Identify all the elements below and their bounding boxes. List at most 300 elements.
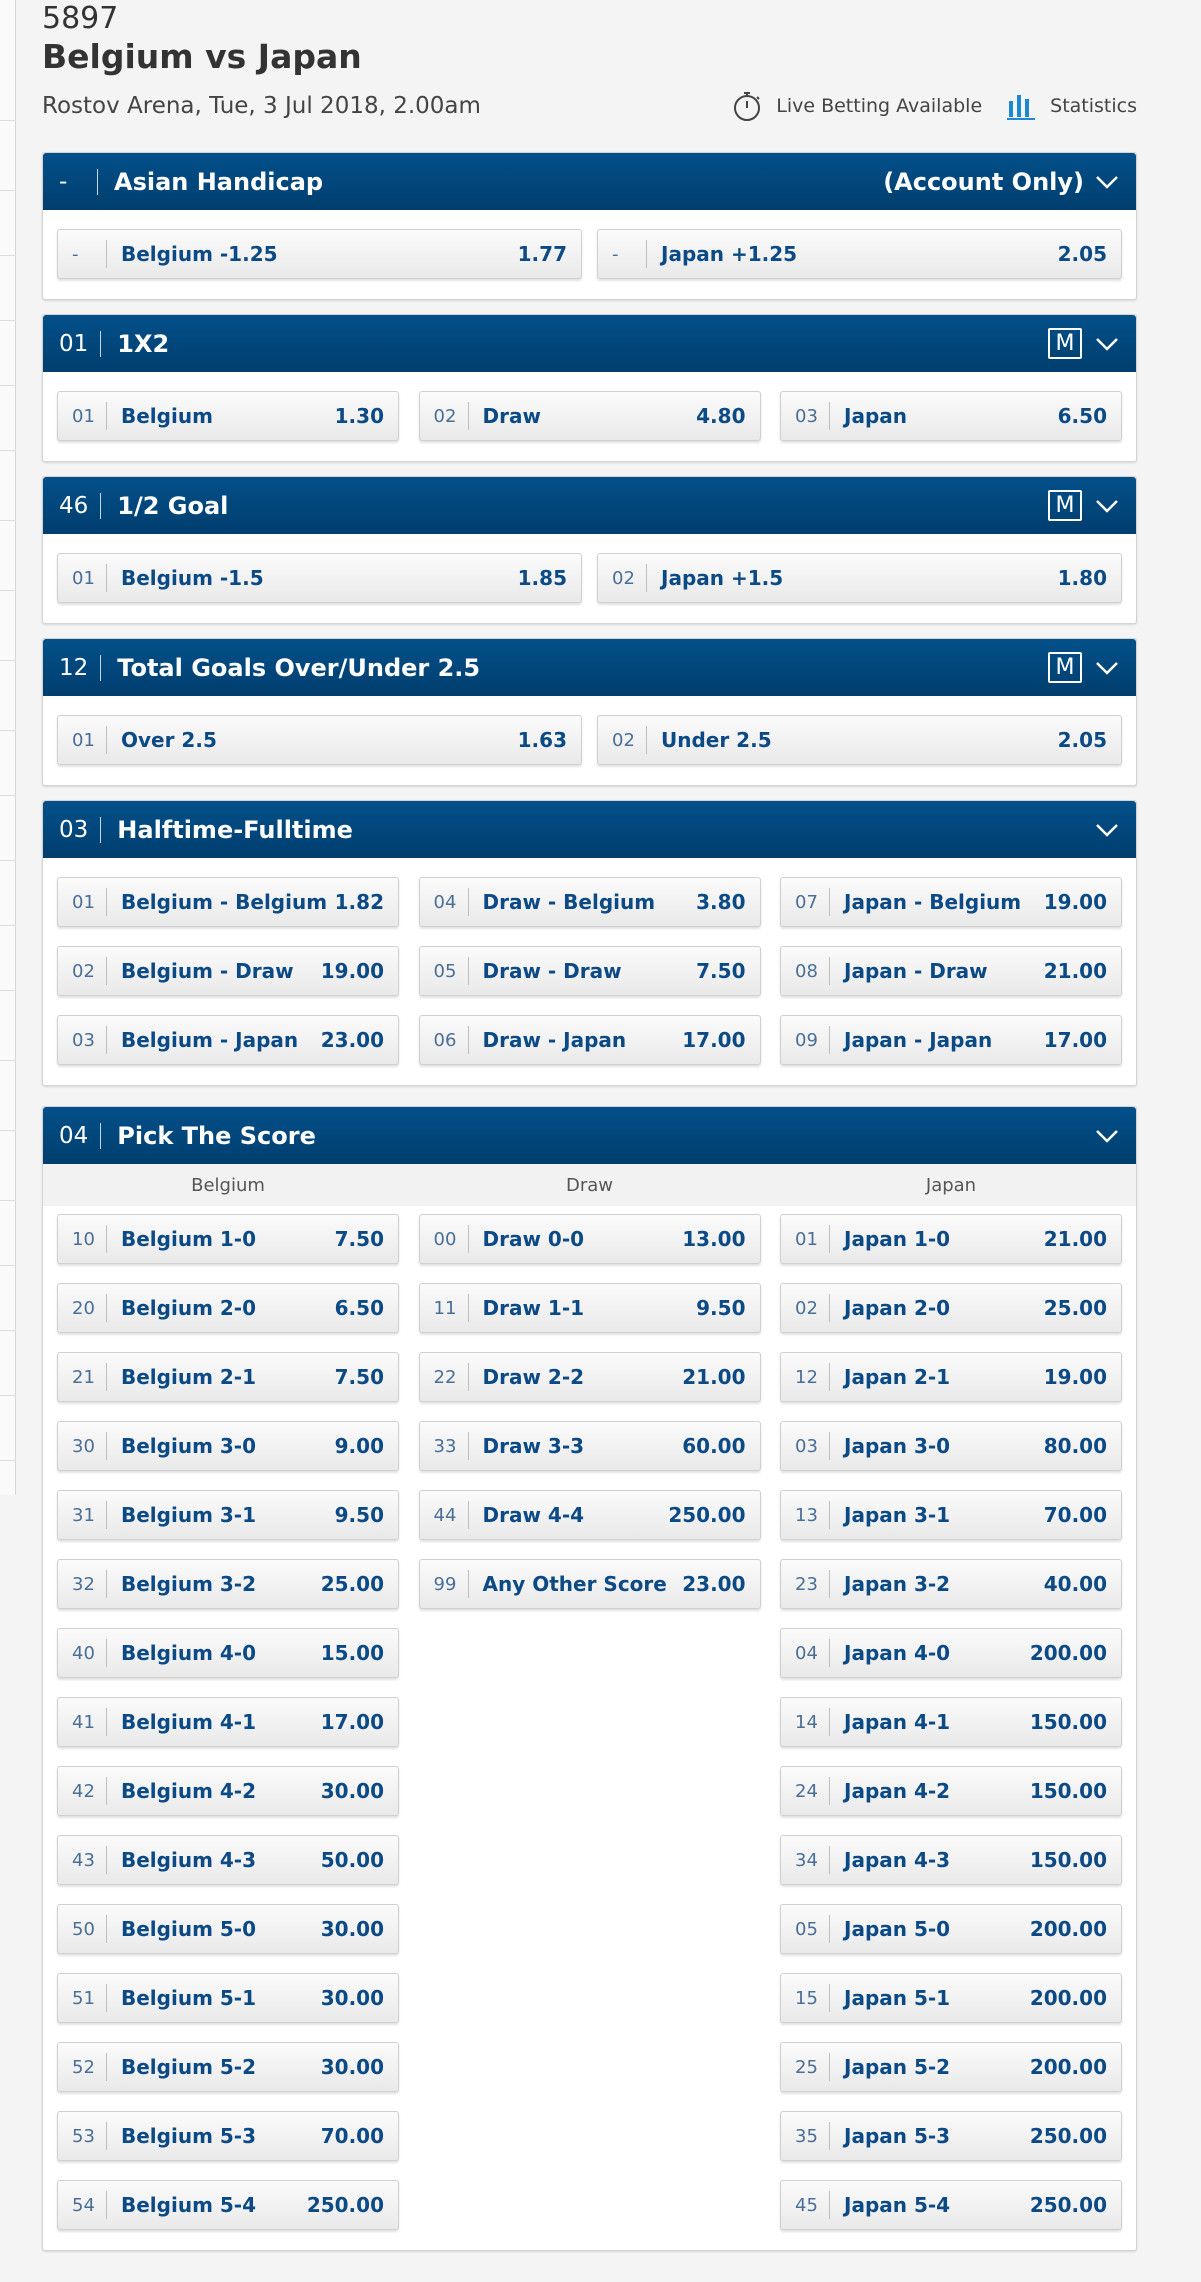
- cell-divider: [106, 402, 107, 430]
- odds-value: 7.50: [696, 959, 746, 983]
- selection-name: Over 2.5: [121, 728, 217, 752]
- odds-button[interactable]: [780, 2042, 1122, 2092]
- sidebar-divider: [0, 1060, 16, 1061]
- cell-divider: [106, 1639, 107, 1667]
- selection-name: Belgium 3-2: [121, 1572, 257, 1596]
- cell-divider: [468, 1225, 469, 1253]
- odds-button[interactable]: [419, 1214, 761, 1264]
- match-id: 5897: [42, 1, 119, 36]
- selection-code: 15: [795, 1987, 818, 2009]
- selection-name: Japan 3-2: [844, 1572, 951, 1596]
- selection-name: Japan - Belgium: [844, 890, 1022, 914]
- odds-value: 200.00: [1029, 1986, 1107, 2010]
- odds-button[interactable]: [419, 946, 761, 996]
- odds-value: 250.00: [1029, 2124, 1107, 2148]
- market-code: 12: [59, 654, 89, 681]
- odds-value: 1.30: [334, 404, 384, 428]
- odds-value: 6.50: [1057, 404, 1107, 428]
- chevron-down-icon[interactable]: [1094, 335, 1120, 353]
- odds-button[interactable]: [57, 2111, 399, 2161]
- markets-list: [42, 152, 1137, 1086]
- selection-name: Belgium -1.25: [121, 242, 278, 266]
- odds-row: [57, 1352, 1122, 1402]
- cell-divider: [829, 1639, 830, 1667]
- match-actions: [732, 90, 1137, 122]
- market-note: (Account Only): [883, 167, 1084, 196]
- selection-code: 03: [72, 1029, 95, 1051]
- odds-button[interactable]: [57, 1015, 399, 1065]
- selection-name: Japan 5-2: [844, 2055, 951, 2079]
- selection-name: Belgium - Japan: [121, 1028, 299, 1052]
- odds-button[interactable]: [780, 1904, 1122, 1954]
- odds-button[interactable]: [57, 2180, 399, 2230]
- market-body: [43, 715, 1136, 765]
- odds-button[interactable]: [780, 1835, 1122, 1885]
- odds-button[interactable]: [57, 1973, 399, 2023]
- selection-code: 44: [433, 1504, 457, 1526]
- odds-button[interactable]: [780, 1421, 1122, 1471]
- cell-divider: [106, 564, 107, 592]
- selection-code: 23: [795, 1573, 818, 1595]
- cell-divider: [829, 1363, 830, 1391]
- match-page: [42, 0, 1137, 2251]
- left-sidebar-edge: [0, 0, 16, 1495]
- market-header[interactable]: [43, 315, 1136, 372]
- cell-divider: [468, 1363, 469, 1391]
- odds-value: 30.00: [320, 1779, 384, 1803]
- header-divider: [100, 331, 101, 357]
- chevron-down-icon[interactable]: [1094, 659, 1120, 677]
- selection-name: Draw: [482, 404, 541, 428]
- selection-name: Belgium 5-1: [121, 1986, 257, 2010]
- cell-divider: [646, 726, 647, 754]
- market-title: 1X2: [117, 329, 170, 358]
- odds-button[interactable]: [780, 1628, 1122, 1678]
- selection-name: Draw - Belgium: [482, 890, 656, 914]
- selection-code: 20: [72, 1297, 95, 1319]
- cell-divider: [106, 957, 107, 985]
- multi-badge[interactable]: M: [1048, 652, 1082, 683]
- statistics-link[interactable]: [1006, 90, 1137, 122]
- selection-name: Draw 3-3: [482, 1434, 585, 1458]
- market-header[interactable]: [43, 477, 1136, 534]
- odds-button[interactable]: [57, 1697, 399, 1747]
- column-header-belgium: Belgium: [191, 1174, 265, 1196]
- cell-divider: [468, 402, 469, 430]
- odds-value: 70.00: [1043, 1503, 1107, 1527]
- selection-code: 05: [433, 960, 457, 982]
- odds-button[interactable]: [57, 391, 399, 441]
- market-panel: [42, 800, 1137, 1086]
- cell-divider: [106, 2122, 107, 2150]
- odds-value: 21.00: [682, 1365, 746, 1389]
- selection-code: 01: [795, 1228, 818, 1250]
- selection-name: Belgium 3-1: [121, 1503, 257, 1527]
- cell-divider: [106, 1432, 107, 1460]
- odds-value: 60.00: [682, 1434, 746, 1458]
- market-panel: [42, 476, 1137, 624]
- cell-divider: [106, 726, 107, 754]
- odds-button[interactable]: [57, 715, 582, 765]
- selection-code: 30: [72, 1435, 95, 1457]
- odds-button[interactable]: [419, 391, 761, 441]
- odds-row: [57, 391, 1122, 441]
- cell-divider: [829, 1501, 830, 1529]
- odds-row: [57, 1490, 1122, 1540]
- selection-name: Japan 5-3: [844, 2124, 951, 2148]
- cell-divider: [106, 1777, 107, 1805]
- selection-code: 04: [795, 1642, 818, 1664]
- selection-code: 01: [72, 405, 95, 427]
- sidebar-divider: [0, 385, 16, 386]
- odds-value: 25.00: [1043, 1296, 1107, 1320]
- selection-name: Under 2.5: [661, 728, 772, 752]
- odds-row: [57, 1904, 1122, 1954]
- odds-button[interactable]: [57, 1835, 399, 1885]
- selection-name: Japan 4-0: [844, 1641, 951, 1665]
- cell-divider: [106, 1501, 107, 1529]
- odds-value: 2.05: [1057, 728, 1107, 752]
- bar-chart-icon: [1006, 91, 1036, 121]
- odds-button[interactable]: [57, 877, 399, 927]
- odds-button[interactable]: [780, 2111, 1122, 2161]
- odds-button[interactable]: [780, 1559, 1122, 1609]
- selection-name: Japan 4-2: [844, 1779, 951, 1803]
- odds-value: 6.50: [334, 1296, 384, 1320]
- odds-row: [57, 715, 1122, 765]
- cell-divider: [829, 2053, 830, 2081]
- cell-divider: [106, 2053, 107, 2081]
- odds-value: 70.00: [320, 2124, 384, 2148]
- selection-code: 09: [795, 1029, 818, 1051]
- market-title: Halftime-Fulltime: [117, 815, 353, 844]
- odds-button[interactable]: [597, 229, 1122, 279]
- selection-name: Draw 1-1: [482, 1296, 585, 1320]
- odds-button[interactable]: [419, 877, 761, 927]
- odds-button[interactable]: [780, 1352, 1122, 1402]
- selection-name: Any Other Score: [482, 1572, 667, 1596]
- cell-divider: [106, 1363, 107, 1391]
- selection-code: 12: [795, 1366, 818, 1388]
- selection-name: Belgium 1-0: [121, 1227, 257, 1251]
- odds-button[interactable]: [57, 1766, 399, 1816]
- odds-value: 1.80: [1057, 566, 1107, 590]
- cell-divider: [829, 402, 830, 430]
- selection-code: 24: [795, 1780, 818, 1802]
- selection-code: 51: [72, 1987, 95, 2009]
- odds-button[interactable]: [780, 1490, 1122, 1540]
- odds-value: 1.77: [517, 242, 567, 266]
- selection-code: 54: [72, 2194, 95, 2216]
- stopwatch-icon: [732, 90, 762, 122]
- cell-divider: [106, 240, 107, 268]
- market-code: 46: [59, 492, 89, 519]
- odds-button[interactable]: [780, 1283, 1122, 1333]
- selection-name: Draw 2-2: [482, 1365, 585, 1389]
- selection-code: 02: [612, 567, 635, 589]
- chevron-down-icon[interactable]: [1094, 821, 1120, 839]
- selection-code: -: [612, 243, 619, 265]
- odds-value: 7.50: [334, 1365, 384, 1389]
- cell-divider: [829, 2122, 830, 2150]
- selection-code: 05: [795, 1918, 818, 1940]
- odds-value: 1.82: [334, 890, 384, 914]
- selection-code: 25: [795, 2056, 818, 2078]
- cell-divider: [106, 888, 107, 916]
- odds-button[interactable]: [780, 1973, 1122, 2023]
- odds-value: 30.00: [320, 1986, 384, 2010]
- selection-name: Japan: [844, 404, 907, 428]
- odds-button[interactable]: [597, 715, 1122, 765]
- odds-value: 21.00: [1043, 959, 1107, 983]
- odds-value: 25.00: [320, 1572, 384, 1596]
- odds-button[interactable]: [780, 1015, 1122, 1065]
- odds-row: [57, 229, 1122, 279]
- sidebar-divider: [0, 320, 16, 321]
- odds-value: 250.00: [306, 2193, 384, 2217]
- selection-name: Japan 4-3: [844, 1848, 951, 1872]
- market-title: Total Goals Over/Under 2.5: [117, 653, 481, 682]
- market-pick-the-score: [42, 1106, 1137, 2251]
- odds-button[interactable]: [57, 946, 399, 996]
- market-title: Asian Handicap: [114, 167, 324, 196]
- odds-button[interactable]: [419, 1352, 761, 1402]
- live-betting-label: Live Betting Available: [776, 95, 983, 117]
- header-divider: [100, 655, 101, 681]
- odds-button[interactable]: [419, 1283, 761, 1333]
- market-body: [43, 553, 1136, 603]
- selection-name: Belgium 4-3: [121, 1848, 257, 1872]
- cell-divider: [468, 957, 469, 985]
- selection-name: Belgium: [121, 404, 213, 428]
- selection-code: 14: [795, 1711, 818, 1733]
- sidebar-divider: [0, 120, 16, 121]
- selection-name: Japan 2-0: [844, 1296, 951, 1320]
- cell-divider: [829, 1570, 830, 1598]
- odds-button[interactable]: [57, 1628, 399, 1678]
- selection-code: -: [72, 243, 79, 265]
- cell-divider: [468, 1501, 469, 1529]
- selection-name: Draw - Draw: [482, 959, 622, 983]
- odds-button[interactable]: [780, 2180, 1122, 2230]
- odds-row: [57, 2180, 1122, 2230]
- sidebar-divider: [0, 520, 16, 521]
- market-title: 1/2 Goal: [117, 491, 229, 520]
- sidebar-divider: [0, 1200, 16, 1201]
- market-panel: [42, 152, 1137, 300]
- odds-row: [57, 1766, 1122, 1816]
- selection-name: Japan - Draw: [844, 959, 988, 983]
- odds-value: 150.00: [1029, 1848, 1107, 1872]
- odds-button[interactable]: [57, 229, 582, 279]
- odds-button[interactable]: [57, 1352, 399, 1402]
- cell-divider: [829, 957, 830, 985]
- cell-divider: [468, 1432, 469, 1460]
- odds-button[interactable]: [57, 1421, 399, 1471]
- cell-divider: [106, 1984, 107, 2012]
- odds-button[interactable]: [57, 2042, 399, 2092]
- selection-name: Belgium 2-0: [121, 1296, 257, 1320]
- odds-button[interactable]: [780, 946, 1122, 996]
- selection-code: 34: [795, 1849, 818, 1871]
- chevron-down-icon[interactable]: [1094, 497, 1120, 515]
- cell-divider: [106, 1846, 107, 1874]
- odds-button[interactable]: [419, 1015, 761, 1065]
- cell-divider: [829, 1294, 830, 1322]
- odds-button[interactable]: [597, 553, 1122, 603]
- odds-button[interactable]: [780, 391, 1122, 441]
- selection-name: Japan 3-1: [844, 1503, 951, 1527]
- selection-name: Belgium 5-0: [121, 1917, 257, 1941]
- odds-button[interactable]: [57, 1283, 399, 1333]
- selection-code: 04: [433, 891, 457, 913]
- selection-name: Belgium 5-3: [121, 2124, 257, 2148]
- chevron-down-icon[interactable]: [1094, 1127, 1120, 1145]
- cell-divider: [106, 1294, 107, 1322]
- selection-code: 41: [72, 1711, 95, 1733]
- odds-row: [57, 2111, 1122, 2161]
- odds-value: 4.80: [696, 404, 746, 428]
- market-code: 01: [59, 330, 89, 357]
- market-header[interactable]: [43, 801, 1136, 858]
- selection-name: Japan +1.25: [661, 242, 798, 266]
- cell-divider: [646, 240, 647, 268]
- odds-button[interactable]: [419, 1559, 761, 1609]
- selection-code: 99: [433, 1573, 457, 1595]
- odds-button[interactable]: [57, 1490, 399, 1540]
- odds-value: 9.00: [334, 1434, 384, 1458]
- odds-button[interactable]: [57, 1559, 399, 1609]
- selection-name: Belgium 2-1: [121, 1365, 257, 1389]
- live-betting-indicator[interactable]: [732, 90, 982, 122]
- odds-button[interactable]: [780, 1766, 1122, 1816]
- odds-value: 17.00: [682, 1028, 746, 1052]
- odds-row: [57, 1628, 1122, 1678]
- odds-button[interactable]: [780, 1697, 1122, 1747]
- odds-button[interactable]: [57, 553, 582, 603]
- sidebar-divider: [0, 660, 16, 661]
- sidebar-divider: [0, 190, 16, 191]
- match-info-row: [42, 88, 1137, 132]
- header-divider: [100, 493, 101, 519]
- cell-divider: [829, 1915, 830, 1943]
- selection-name: Japan 1-0: [844, 1227, 951, 1251]
- sidebar-divider: [0, 860, 16, 861]
- odds-value: 15.00: [320, 1641, 384, 1665]
- cell-divider: [106, 1915, 107, 1943]
- cell-divider: [106, 1570, 107, 1598]
- odds-button[interactable]: [419, 1421, 761, 1471]
- selection-code: 22: [433, 1366, 457, 1388]
- odds-value: 30.00: [320, 2055, 384, 2079]
- odds-button[interactable]: [57, 1904, 399, 1954]
- cell-divider: [829, 1432, 830, 1460]
- odds-row: [57, 2042, 1122, 2092]
- header-divider: [97, 169, 98, 195]
- selection-name: Japan 2-1: [844, 1365, 951, 1389]
- odds-button[interactable]: [780, 1214, 1122, 1264]
- market-code: -: [59, 168, 68, 195]
- sidebar-divider: [0, 1130, 16, 1131]
- selection-name: Japan 3-0: [844, 1434, 951, 1458]
- sidebar-divider: [0, 255, 16, 256]
- market-header[interactable]: [43, 153, 1136, 210]
- market-header[interactable]: [43, 1107, 1136, 1164]
- header-divider: [100, 817, 101, 843]
- selection-name: Draw 4-4: [482, 1503, 585, 1527]
- sidebar-divider: [0, 925, 16, 926]
- cell-divider: [829, 1846, 830, 1874]
- odds-value: 19.00: [320, 959, 384, 983]
- selection-code: 40: [72, 1642, 95, 1664]
- odds-value: 200.00: [1029, 1917, 1107, 1941]
- selection-name: Belgium 4-0: [121, 1641, 257, 1665]
- odds-button[interactable]: [57, 1214, 399, 1264]
- column-header-draw: Draw: [565, 1174, 613, 1196]
- selection-name: Belgium - Belgium: [121, 890, 328, 914]
- selection-name: Belgium 4-2: [121, 1779, 257, 1803]
- odds-row: [57, 553, 1122, 603]
- score-column-headers: [43, 1164, 1136, 1206]
- cell-divider: [829, 2191, 830, 2219]
- selection-name: Belgium 4-1: [121, 1710, 257, 1734]
- odds-value: 17.00: [1043, 1028, 1107, 1052]
- sidebar-divider: [0, 450, 16, 451]
- market-code: 04: [59, 1122, 89, 1149]
- odds-value: 23.00: [320, 1028, 384, 1052]
- odds-row: [57, 1214, 1122, 1264]
- odds-button[interactable]: [780, 877, 1122, 927]
- odds-value: 80.00: [1043, 1434, 1107, 1458]
- odds-row: [57, 1015, 1122, 1065]
- selection-name: Japan 5-0: [844, 1917, 951, 1941]
- selection-code: 08: [795, 960, 818, 982]
- odds-value: 1.63: [517, 728, 567, 752]
- selection-code: 01: [72, 891, 95, 913]
- odds-row: [57, 877, 1122, 927]
- selection-code: 01: [72, 729, 95, 751]
- statistics-label: Statistics: [1050, 95, 1137, 117]
- odds-value: 250.00: [1029, 2193, 1107, 2217]
- market-header[interactable]: [43, 639, 1136, 696]
- cell-divider: [829, 888, 830, 916]
- odds-button[interactable]: [419, 1490, 761, 1540]
- market-body: [43, 877, 1136, 1065]
- multi-badge[interactable]: M: [1048, 328, 1082, 359]
- selection-code: 03: [795, 1435, 818, 1457]
- odds-value: 9.50: [334, 1503, 384, 1527]
- market-body: [43, 229, 1136, 279]
- odds-row: [57, 1697, 1122, 1747]
- odds-value: 150.00: [1029, 1779, 1107, 1803]
- selection-code: 07: [795, 891, 818, 913]
- sidebar-divider: [0, 730, 16, 731]
- odds-value: 250.00: [668, 1503, 746, 1527]
- selection-code: 00: [433, 1228, 457, 1250]
- selection-code: 32: [72, 1573, 95, 1595]
- market-title: Pick The Score: [117, 1121, 316, 1150]
- odds-row: [57, 1973, 1122, 2023]
- match-title: Belgium vs Japan: [42, 37, 362, 76]
- chevron-down-icon[interactable]: [1094, 173, 1120, 191]
- selection-name: Draw - Japan: [482, 1028, 627, 1052]
- multi-badge[interactable]: M: [1048, 490, 1082, 521]
- selection-code: 03: [795, 405, 818, 427]
- selection-name: Belgium -1.5: [121, 566, 264, 590]
- odds-value: 3.80: [696, 890, 746, 914]
- sidebar-divider: [0, 1265, 16, 1266]
- sidebar-divider: [0, 1460, 16, 1461]
